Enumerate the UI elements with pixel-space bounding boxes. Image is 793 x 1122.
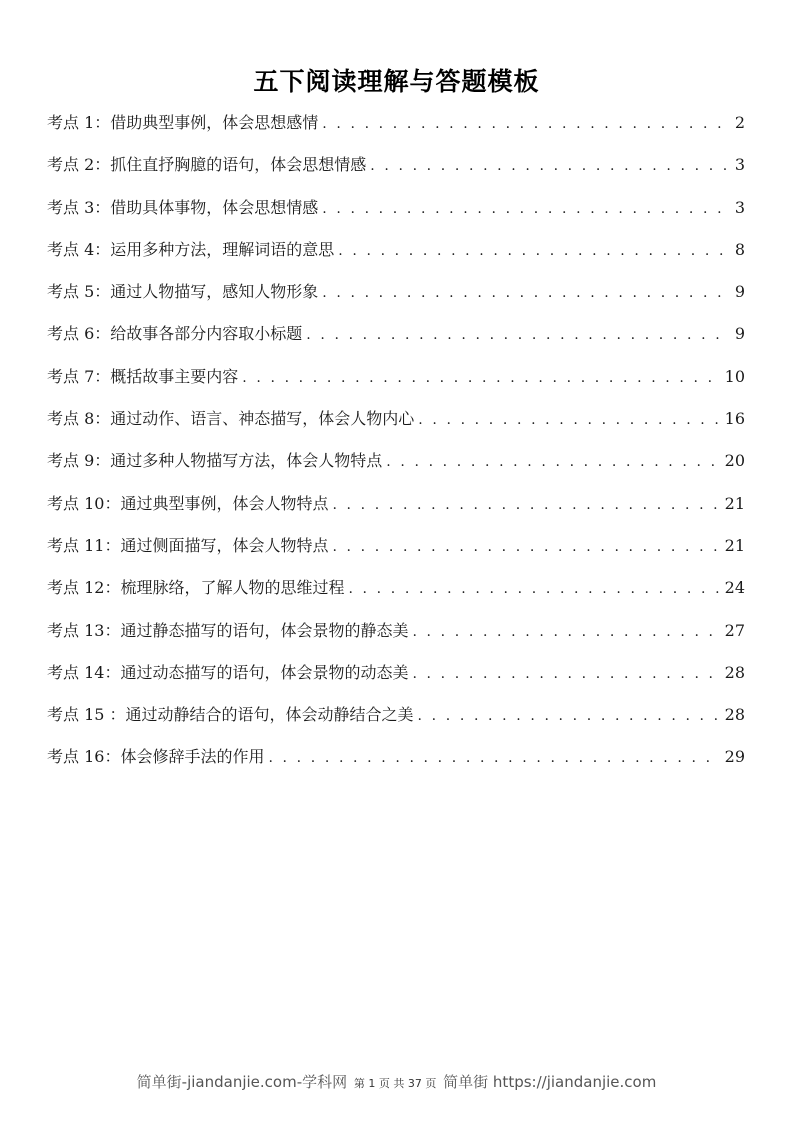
toc-page-number: 21 [724,535,745,555]
table-of-contents [47,108,745,785]
toc-entry[interactable] [47,319,745,361]
toc-page-number: 29 [724,747,745,767]
toc-entry[interactable] [47,616,745,658]
toc-dot-leader [412,617,718,647]
toc-dot-leader [322,194,729,224]
toc-entry[interactable] [47,150,745,192]
toc-page-number: 10 [724,366,745,386]
toc-entry-label: 考点 4：运用多种方法，理解词语的意思 [47,239,335,259]
toc-dot-leader [332,490,718,520]
toc-entry[interactable] [47,531,745,573]
toc-dot-leader [348,574,718,604]
toc-page-number: 9 [734,282,745,302]
toc-page-number: 28 [724,705,745,725]
toc-entry-label: 考点 13：通过静态描写的语句，体会景物的静态美 [47,620,409,640]
toc-dot-leader [418,405,718,435]
toc-page-number: 3 [734,155,745,175]
toc-page-number: 24 [724,578,745,598]
toc-dot-leader [412,659,718,689]
toc-dot-leader [418,701,719,731]
toc-entry-label: 考点 5：通过人物描写，感知人物形象 [47,282,319,302]
toc-dot-leader [322,278,729,308]
toc-page-number: 9 [734,324,745,344]
toc-entry-label: 考点 15 ：通过动静结合的语句，体会动静结合之美 [47,705,414,725]
toc-page-number: 2 [734,113,745,132]
toc-entry[interactable] [47,235,745,277]
toc-entry[interactable] [47,742,745,784]
toc-entry-label: 考点 12：梳理脉络，了解人物的思维过程 [47,578,345,598]
toc-page-number: 21 [724,493,745,513]
toc-entry[interactable] [47,658,745,700]
toc-dot-leader [322,109,729,139]
toc-entry-label: 考点 9：通过多种人物描写方法，体会人物特点 [47,451,383,471]
page-footer [0,1071,793,1092]
toc-entry-label: 考点 10：通过典型事例，体会人物特点 [47,493,329,513]
toc-entry-label: 考点 6：给故事各部分内容取小标题 [47,324,303,344]
toc-entry-label: 考点 14：通过动态描写的语句，体会景物的动态美 [47,662,409,682]
toc-entry[interactable] [47,108,745,150]
toc-entry[interactable] [47,446,745,488]
toc-page-number: 27 [724,620,745,640]
toc-page-number: 16 [724,409,745,429]
toc-entry-label: 考点 11：通过侧面描写，体会人物特点 [47,535,329,555]
toc-entry-label: 考点 2：抓住直抒胸臆的语句，体会思想情感 [47,155,367,175]
toc-dot-leader [268,743,718,773]
toc-dot-leader [370,151,729,181]
toc-page-number: 8 [734,239,745,259]
toc-page-number: 20 [724,451,745,471]
toc-entry[interactable] [47,277,745,319]
toc-entry[interactable] [47,193,745,235]
toc-entry[interactable] [47,404,745,446]
toc-dot-leader [386,447,718,477]
toc-dot-leader [332,532,718,562]
toc-entry[interactable] [47,573,745,615]
toc-entry[interactable] [47,489,745,531]
toc-dot-leader [306,320,729,350]
toc-entry[interactable] [47,700,745,742]
toc-dot-leader [242,363,718,393]
toc-entry-label: 考点 16：体会修辞手法的作用 [47,747,265,767]
toc-page-number: 3 [734,197,745,217]
toc-dot-leader [338,236,729,266]
toc-entry[interactable] [47,362,745,404]
toc-entry-label: 考点 8：通过动作、语言、神态描写，体会人物内心 [47,409,415,429]
footer-watermark-right: 简单街 https://jiandanjie.com [443,1073,657,1091]
toc-entry-label: 考点 1：借助典型事例，体会思想感情 [47,113,319,132]
toc-entry-label: 考点 3：借助具体事物，体会思想情感 [47,197,319,217]
footer-watermark-left: 简单街-jiandanjie.com-学科网 [136,1073,348,1091]
document-title: 五下阅读理解与答题模板 [253,67,540,96]
toc-page-number: 28 [724,662,745,682]
footer-page-indicator: 第 1 页 共 37 页 [353,1077,437,1090]
toc-entry-label: 考点 7：概括故事主要内容 [47,366,239,386]
